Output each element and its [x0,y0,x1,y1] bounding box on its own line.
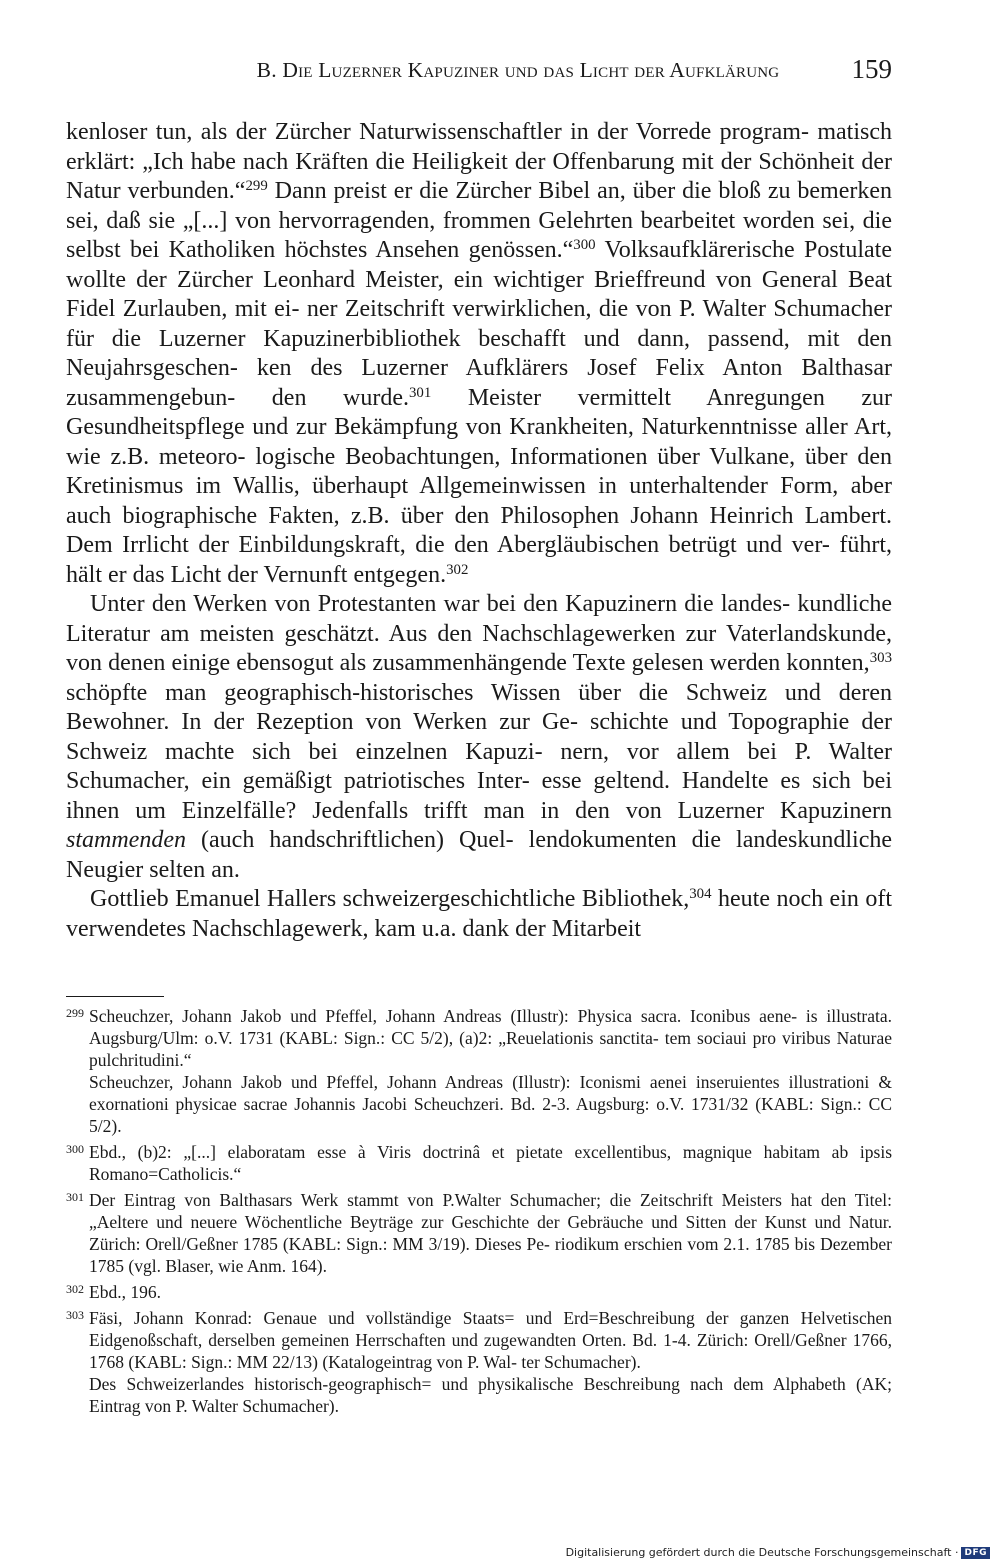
text-run: Meister vermittelt Anregungen zur Gesundheitspflege und zur Bekämpfung von Krankheiten, Naturkenntnisse aller Art, wie z.B. meteoro- logische Beobachtungen, Informationen über Vulkane, über den Kretinismus im Wallis, überhaupt Allgemeinwissen in unterhaltender Form, aber auch biographische Fakten, z.B. über den Philosophen Johann Heinrich Lambert. Dem Irrlicht der Einbildungskraft, die den Abergläubischen betrügt und ver- führt, hält er das Licht der Vernunft entgegen. [66,384,892,588]
text-run: Dann preist er die Zürcher Bibel an, über die bloß zu bemerken sei, daß sie „[...] von hervorragenden, frommen Gelehrten bearbeitet worden sei, die selbst bei Katholiken höchstes Ansehen genössen.“ [66,178,892,263]
dfg-logo: DFG [961,1547,990,1559]
footnote-text: Der Eintrag von Balthasars Werk stammt von P.Walter Schumacher; die Zeitschrift Meisters hat den Titel: „Aeltere und neuere Wöchentliche Beyträge zur Geschichte der Gebräuche und Sitten der Kunst und Natur. Zürich: Orell/Geßner 1785 (KABL: Sign.: MM 3/19). Dieses Pe- riodikum erschien vom 2.1. 1785 bis Dezember 1785 (vgl. Blaser, wie Anm. 164). [89,1190,892,1276]
footnote-301 [66,1189,892,1277]
running-title: B. Die Luzerner Kapuziner und das Licht der Aufklärung [256,58,780,82]
page-number: 159 [851,54,892,84]
main-text [66,118,892,944]
footnote-text: Fäsi, Johann Konrad: Genaue und vollständige Staats= und Erd=Beschreibung der ganzen Helvetischen Eidgenoßschaft, derselben gemeinen Herrschaften und zugewandten Orten. Bd. 1-4. Zürich: Orell/Geßner 1766, 1768 (KABL: Sign.: MM 22/13) (Katalogeintrag von P. Wal- ter Schumacher). [89,1308,892,1372]
text-run: kenloser tun, als der Zürcher Naturwissenschaftler in der Vorrede program- matisch erklärt: „Ich habe nach Kräften die Heiligkeit der Offenbarung mit der Schönheit der Natur verbunden.“ [66,119,892,204]
footnote-text: Scheuchzer, Johann Jakob und Pfeffel, Johann Andreas (Illustr): Physica sacra. Iconibus aene- is illustrata. Augsburg/Ulm: o.V. 1731 (KABL: Sign.: CC 5/2), (a)2: „Reuelationis sanctita- tem sociaui pro viribus Naturae pulchritudini.“ [89,1006,892,1070]
footnote-number: 302 [66,1282,84,1296]
footnote-ref-302: 302 [446,561,469,578]
footnote-continuation: Des Schweizerlandes historisch-geographisch= und physikalische Beschreibung nach dem Alphabeth (AK; Eintrag von P. Walter Schumacher). [89,1374,892,1416]
footnote-number: 301 [66,1190,84,1204]
footnote-number: 299 [66,1006,84,1020]
footnote-ref-301: 301 [408,384,432,401]
footnote-303 [66,1307,892,1417]
footnote-ref-299: 299 [245,177,268,194]
footnote-300 [66,1141,892,1185]
footnotes [66,1005,892,1421]
text-run: (auch handschriftlichen) Quel- lendokumenten die landeskundliche Neugier selten an. [66,827,892,883]
footnote-number: 303 [66,1308,84,1322]
footnote-number: 300 [66,1142,84,1156]
text-run: schöpfte man geographisch-historisches Wissen über die Schweiz und deren Bewohner. In der Rezeption von Werken zur Ge- schichte und Topographie der Schweiz machte sich bei einzelnen Kapuzi- nern, vor allem bei P. Walter Schumacher, ein gemäßigt patriotisches Inter- esse geltend. Handelte es sich bei ihnen um Einzelfälle? Jedenfalls trifft man in den von Luzerner Kapuzinern [66,679,892,824]
paragraph-1 [66,118,892,590]
text-run: Gottlieb Emanuel Hallers schweizergeschichtliche Bibliothek, [90,886,690,912]
footnote-ref-304: 304 [689,885,712,902]
footnote-continuation: Scheuchzer, Johann Jakob und Pfeffel, Johann Andreas (Illustr): Iconismi aenei inseruientes illustrationi & exornationi physicae sacrae Johannis Jacobi Scheuchzeri. Bd. 2-3. Augsburg: o.V. 1731/32 (KABL: Sign.: CC 5/2). [89,1072,892,1136]
footnote-separator [66,996,164,997]
footnote-299 [66,1005,892,1137]
paragraph-2 [66,590,892,885]
text-run: heute noch ein oft verwendetes Nachschlagewerk, kam u.a. dank der Mitarbeit [66,886,893,942]
credit-text: Digitalisierung gefördert durch die Deutsche Forschungsgemeinschaft · [565,1546,959,1559]
text-run: Unter den Werken von Protestanten war bei den Kapuzinern die landes- kundliche Literatur am meisten geschätzt. Aus den Nachschlagewerken zur Vaterlandskunde, von denen einige ebensogut als zusammenhängende Texte gelesen werden konnten, [66,591,892,676]
emphasis: stammenden [66,827,186,853]
paragraph-3 [66,885,892,944]
digitization-credit [566,1546,990,1559]
running-header [66,54,892,92]
footnote-text: Ebd., 196. [89,1282,161,1302]
footnote-302 [66,1281,892,1303]
footnote-text: Ebd., (b)2: „[...] elaboratam esse à Viris doctrinâ et pietate excellentibus, magnique habitam ab ipsis Romano=Catholicis.“ [89,1142,892,1184]
footnote-ref-300: 300 [573,236,596,253]
footnote-ref-303: 303 [869,649,892,666]
text-run: Volksaufklärerische Postulate wollte der Zürcher Leonhard Meister, ein wichtiger Brieffreund von General Beat Fidel Zurlauben, mit ei- ner Zeitschrift verwirklichen, die von P. Walter Schumacher für die Luzerner Kapuzinerbibliothek beschafft und dann, passend, mit den Neujahrsgeschen- ken des Luzerner Aufklärers Josef Felix Anton Balthasar zusammengebun- den wurde. [66,237,892,411]
